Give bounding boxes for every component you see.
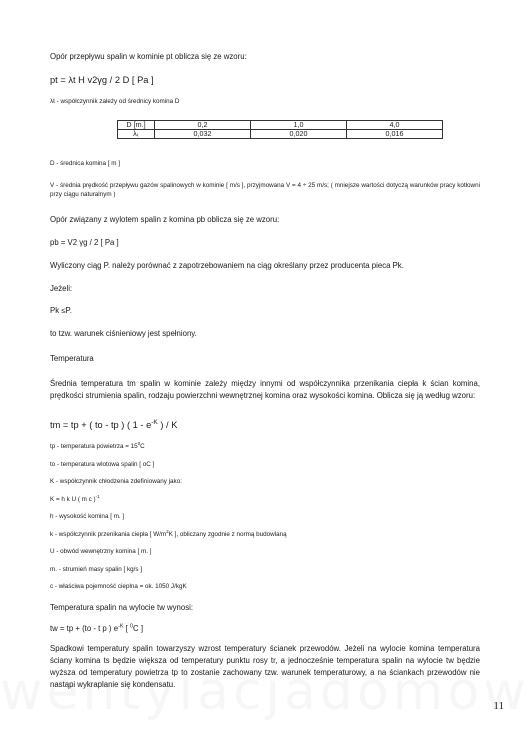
kk-definition: k - współczynnik przenikania ciepła [ $W/m^2K$ ], obliczany zgodnie z normą budowlaną [50, 528, 287, 538]
paragraph-pb-intro: Opór związany z wylotem spalin z komina pb oblicza się ze wzoru: [50, 215, 280, 224]
paragraph-draft-compare: Wyliczony ciąg P. należy porównać z zapotrzebowaniem na ciąg określany przez producenta pieca Pk. [50, 261, 404, 270]
paragraph-condition-met: to tzw. warunek ciśnieniowy jest spełniony. [50, 329, 197, 338]
paragraph-temperature-condition: Spadkowi temperatury spalin towarzyszy wzrost temperatury ścianek przewodów. Jeżeli na wylocie komina temperatura ściany komina ts będzie większa od temperatury punktu rosy tr, a jednocześnie temperatura spalin na wylocie tw będzie wyższa od temperatury powietrza tp to zostanie zachowany tzw. warunek temperaturowy, a na ściankach przewodów nie nastąpi wykraplanie się kondensatu. [50, 644, 480, 689]
v-definition: V - średnia prędkość przepływu gazów spalinowych w kominie [ m/s ], przyjmowana V = 4 ÷ 25 m/s; ( mniejsze wartości dotyczą warunków pracy kotłowni przy ciągu naturalnym ) [50, 182, 480, 198]
u-definition: U - obwód wewnętrzny komina [ m. ] [50, 548, 152, 555]
formula-pb: pb = V2 γg / 2 [ Pa ] [50, 238, 119, 247]
formula-pt: pt = λt H v2γg / 2 D [ Pa ] [50, 75, 154, 85]
lambda-definition: λt - współczynnik zależy od średnicy komina D [50, 98, 180, 105]
c-definition: c - właściwa pojemność cieplna = ok. 1050 J/kgK [50, 583, 187, 590]
page-number: 11 [493, 700, 504, 712]
table-cell: 0,020 [251, 130, 347, 139]
watermark [0, 662, 530, 722]
table-cell: 1,0 [251, 121, 347, 130]
paragraph-pt-intro: Opór przepływu spalin w kominie pt oblicza się ze wzoru: [50, 52, 247, 61]
d-definition: D - średnica komina [ m ] [50, 160, 120, 167]
to-definition: to - temperatura wlotowa spalin [ oC ] [50, 461, 155, 468]
table-row [118, 130, 443, 139]
table-cell: 0,2 [155, 121, 251, 130]
paragraph-tw-intro: Temperatura spalin na wylocie tw wynosi: [50, 603, 194, 612]
table-cell: D [m.] [118, 121, 155, 130]
m-definition: m. - strumień masy spalin [ kg/s ] [50, 566, 143, 573]
tp-definition: tp - temperatura powietrza = $15^0C$ [50, 440, 145, 450]
condition: Pk ≤P. [50, 306, 72, 315]
k-definition: K - współczynnik chłodzenia zdefiniowany jako: [50, 478, 182, 485]
h-definition: h - wysokość komina [ m. ] [50, 513, 125, 520]
lambda-table [117, 120, 443, 139]
table-cell: 0,016 [347, 130, 443, 139]
paragraph-if: Jeżeli: [50, 284, 73, 293]
section-heading: Temperatura [50, 354, 94, 363]
formula-tm: tm = tp + ( to - tp ) ( $1 - e^{-K}$ ) / K [50, 418, 178, 430]
paragraph-mean-temperature: Średnia temperatura tm spalin w kominie zależy między innymi od współczynnika przenikania ciepła k ścian komina, prędkości strumienia spalin, rodzaju powierzchni wewnętrznej komina oraz wysokości komina. Oblicza się ją według wzoru: [50, 379, 480, 400]
k-formula: K = h k U ( m c )$^{-1}$ [50, 493, 100, 503]
table-cell: 4,0 [347, 121, 443, 130]
table-cell: 0,032 [155, 130, 251, 139]
formula-tw: tw = tp + (to - t p ) $e^{-K}$ [ $^0$C ] [50, 623, 144, 633]
table-cell: λₜ [118, 130, 155, 139]
